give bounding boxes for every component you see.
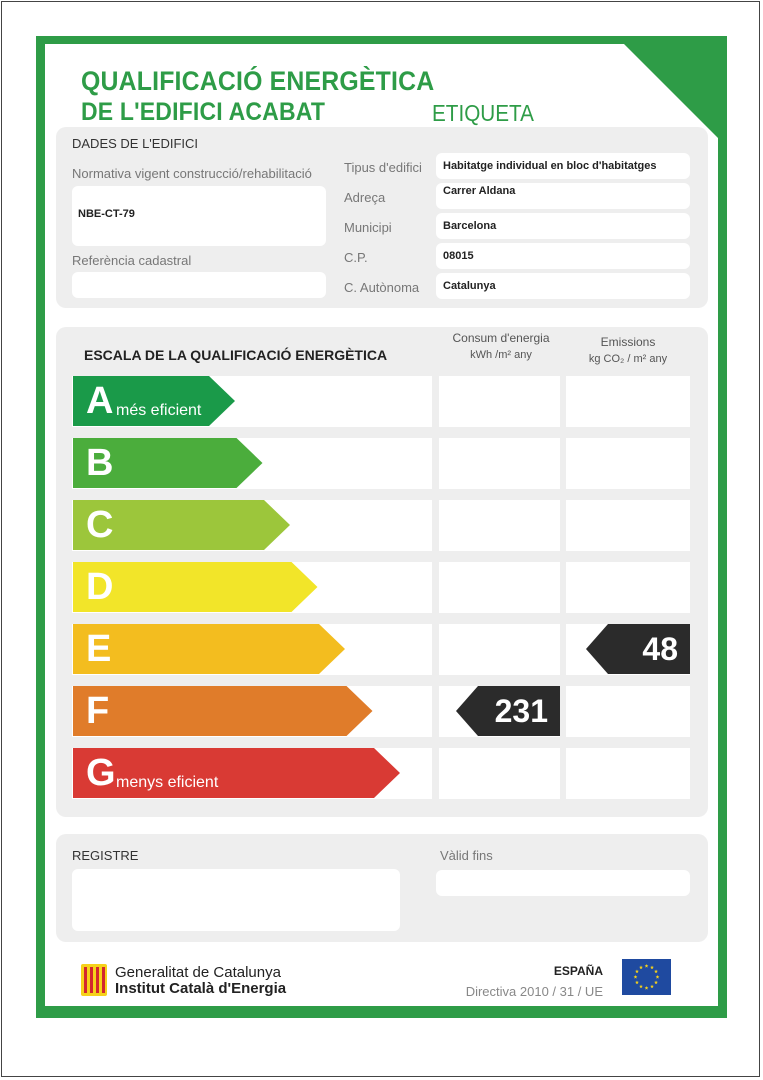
directive-label: Directiva 2010 / 31 / UE (465, 984, 603, 999)
normativa-label: Normativa vigent construcció/rehabilitació (72, 166, 312, 181)
org-line-1: Generalitat de Catalunya (115, 964, 281, 981)
consumption-cell-d (439, 562, 560, 613)
class-arrow-b (73, 438, 263, 488)
energy-label-inner (45, 44, 718, 1006)
adreca-label: Adreça (344, 190, 386, 205)
consumption-header (439, 331, 563, 361)
adreca-value: Carrer Aldana (443, 185, 516, 197)
emissions-indicator-value: 48 (642, 631, 678, 667)
normativa-value: NBE-CT-79 (78, 208, 135, 220)
country-label: ESPAÑA (553, 964, 603, 978)
label-type: ETIQUETA (432, 100, 534, 126)
class-arrow-fill-e (73, 624, 345, 674)
org-line-2: Institut Català d'Energia (115, 980, 287, 997)
class-subtitle-g: menys eficient (116, 774, 219, 791)
energy-label-card (36, 36, 727, 1018)
consumption-cell-b (439, 438, 560, 489)
class-arrow-shape-f (73, 686, 373, 736)
class-letter-d: D (86, 566, 114, 608)
consumption-cell-g (439, 748, 560, 799)
eu-flag-icon (622, 959, 671, 995)
cp-label: C.P. (344, 250, 368, 265)
autonoma-value: Catalunya (443, 280, 496, 292)
registry-panel (56, 834, 708, 942)
class-letter-e: E (86, 628, 112, 670)
emissions-cell-f (566, 686, 690, 737)
tipus-field[interactable] (436, 153, 690, 179)
class-letter-a: A (86, 380, 114, 422)
consumption-unit: kWh /m² any (470, 349, 532, 361)
class-arrow-fill-f (73, 686, 373, 736)
scale-title: ESCALA DE LA QUALIFICACIÓ ENERGÈTICA (84, 347, 388, 363)
corner-fold-decoration (623, 43, 719, 139)
valid-label: Vàlid fins (440, 848, 493, 863)
consumption-head-label: Consum d'energia (452, 331, 550, 345)
autonoma-label: C. Autònoma (344, 280, 420, 295)
class-arrow-d (73, 562, 318, 612)
class-letter-c: C (86, 504, 114, 546)
municipi-label: Municipi (344, 220, 392, 235)
class-arrow-a (73, 376, 235, 426)
valid-field[interactable] (436, 870, 690, 896)
class-arrow-c (73, 500, 290, 550)
tipus-label: Tipus d'edifici (344, 160, 422, 175)
municipi-field[interactable] (436, 213, 690, 239)
class-subtitle-a: més eficient (116, 402, 202, 419)
class-letter-f: F (86, 690, 110, 732)
building-data-panel (56, 127, 708, 308)
class-letter-g: G (86, 752, 116, 794)
consumption-indicator (456, 686, 560, 736)
class-arrow-shape-e (73, 624, 345, 674)
cp-value: 08015 (443, 250, 474, 262)
consumption-cell-c (439, 500, 560, 551)
normativa-field[interactable] (72, 186, 326, 246)
building-data-title: DADES DE L'EDIFICI (72, 136, 199, 151)
emissions-header (566, 335, 690, 365)
emissions-cell-c (566, 500, 690, 551)
scale-panel (56, 327, 708, 817)
referencia-label: Referència cadastral (72, 253, 192, 268)
class-arrow-e (73, 624, 345, 674)
class-arrow-f (73, 686, 373, 736)
registre-label: REGISTRE (72, 848, 139, 863)
municipi-value: Barcelona (443, 220, 497, 232)
tipus-value: Habitatge individual en bloc d'habitatges (443, 160, 657, 172)
emissions-indicator (586, 624, 690, 674)
emissions-cell-d (566, 562, 690, 613)
emissions-head-label: Emissions (600, 335, 656, 349)
referencia-field[interactable] (72, 272, 326, 298)
title-line-1: QUALIFICACIÓ ENERGÈTICA (81, 66, 435, 96)
emissions-cell-b (566, 438, 690, 489)
adreca-field[interactable] (436, 183, 690, 209)
emissions-cell-a (566, 376, 690, 427)
registre-field[interactable] (72, 869, 400, 931)
consumption-cell-a (439, 376, 560, 427)
cp-field[interactable] (436, 243, 690, 269)
consumption-cell-e (439, 624, 560, 675)
emissions-cell-g (566, 748, 690, 799)
class-arrow-g (73, 748, 400, 798)
class-letter-b: B (86, 442, 114, 484)
autonoma-field[interactable] (436, 273, 690, 299)
consumption-indicator-value: 231 (494, 693, 548, 729)
title-line-2: DE L'EDIFICI ACABAT (81, 98, 326, 126)
emissions-unit: kg CO₂ / m² any (588, 353, 668, 365)
catalan-flag-icon (81, 964, 107, 996)
